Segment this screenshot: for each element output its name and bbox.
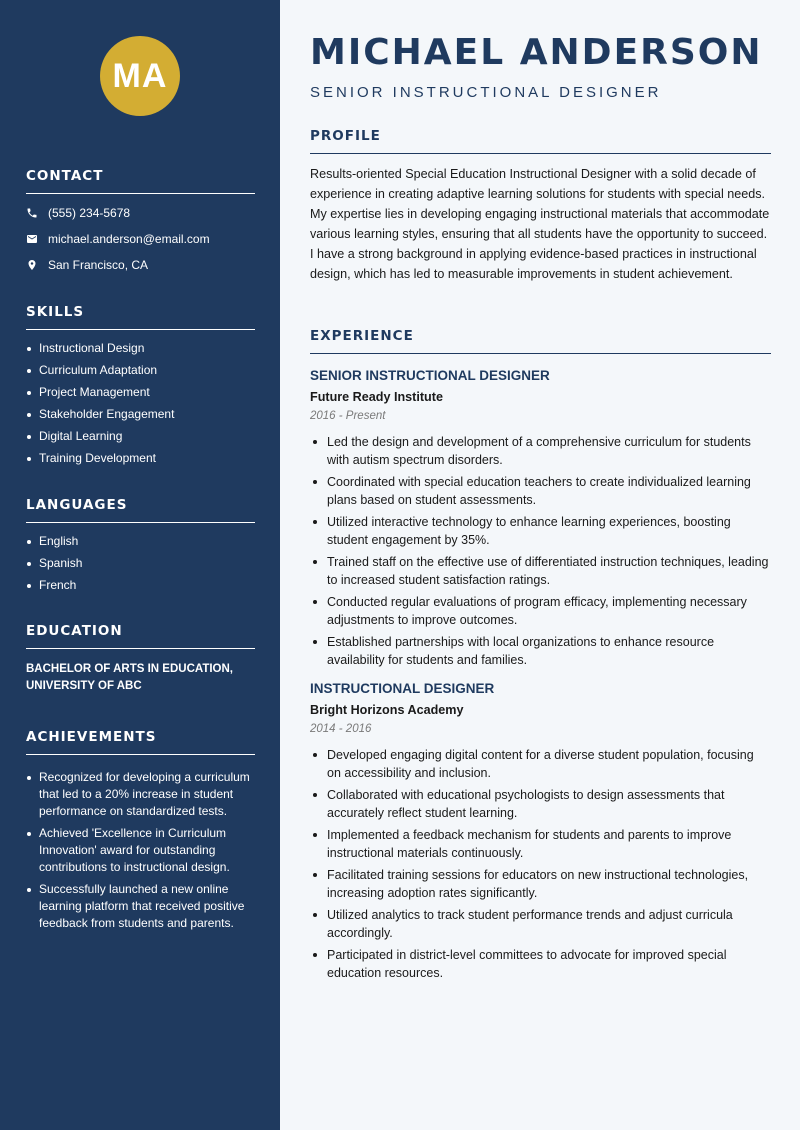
list-item: Implemented a feedback mechanism for students and parents to improve instructional materials continuously.	[310, 826, 771, 862]
list-item: Led the design and development of a comprehensive curriculum for students with autism spectrum disorders.	[310, 433, 771, 469]
job-role: SENIOR INSTRUCTIONAL DESIGNER	[310, 84, 662, 101]
mail-icon	[26, 233, 48, 245]
list-item: Training Development	[26, 450, 255, 467]
experience-section	[310, 328, 771, 986]
profile-title: PROFILE	[310, 128, 771, 154]
education-degree: BACHELOR OF ARTS IN EDUCATION, UNIVERSITY OF ABC	[26, 663, 233, 692]
languages-title: LANGUAGES	[26, 497, 255, 523]
list-item: Project Management	[26, 384, 255, 401]
list-item: Established partnerships with local organizations to enhance resource availability for students and families.	[310, 633, 771, 669]
contact-title: CONTACT	[26, 168, 255, 194]
profile-section	[310, 128, 771, 284]
avatar: MA	[100, 36, 180, 116]
company-name: Bright Horizons Academy	[310, 703, 464, 717]
skills-title: SKILLS	[26, 304, 255, 330]
company-name: Future Ready Institute	[310, 390, 443, 404]
skills-section	[26, 304, 255, 472]
list-item: Conducted regular evaluations of program efficacy, implementing necessary adjustments to improve outcomes.	[310, 593, 771, 629]
languages-list	[26, 533, 255, 594]
phone-text[interactable]: (555) 234-5678	[48, 206, 131, 220]
list-item: Coordinated with special education teachers to create individualized learning plans based on student assessments.	[310, 473, 771, 509]
job-bullets	[310, 433, 771, 669]
list-item: French	[26, 577, 255, 594]
list-item: Achieved 'Excellence in Curriculum Innovation' award for outstanding contributions to instructional design.	[26, 825, 255, 876]
job-dates: 2016 - Present	[310, 410, 386, 422]
list-item: Spanish	[26, 555, 255, 572]
list-item: Instructional Design	[26, 340, 255, 357]
list-item: Collaborated with educational psychologists to design assessments that accurately reflect student learning.	[310, 786, 771, 822]
skills-list	[26, 340, 255, 467]
list-item: Utilized interactive technology to enhance learning experiences, boosting student engagement by 35%.	[310, 513, 771, 549]
list-item: Recognized for developing a curriculum that led to a 20% increase in student performance on standardized tests.	[26, 769, 255, 820]
profile-text: Results-oriented Special Education Instructional Designer with a solid decade of experience in creating adaptive learning solutions for students with special needs. My expertise lies in developing engaging instructional materials that accommodate various learning styles, ensuring that all students have the opportunity to succeed. I have a strong background in applying evidence-based practices in instructional design, which has led to measurable improvements in student achievement.	[310, 167, 770, 281]
sidebar	[0, 0, 280, 1130]
contact-location	[26, 252, 255, 278]
job-title: SENIOR INSTRUCTIONAL DESIGNER	[310, 368, 550, 383]
list-item: Participated in district-level committees to advocate for improved special education resources.	[310, 946, 771, 982]
job-entry	[310, 681, 771, 982]
contact-phone	[26, 200, 255, 226]
education-section	[26, 623, 255, 695]
phone-icon	[26, 207, 48, 219]
list-item: Facilitated training sessions for educators on new instructional technologies, increasing adoption rates significantly.	[310, 866, 771, 902]
achievements-title: ACHIEVEMENTS	[26, 729, 255, 755]
achievements-list	[26, 769, 255, 932]
list-item: Stakeholder Engagement	[26, 406, 255, 423]
list-item: Successfully launched a new online learning platform that received positive feedback from students and parents.	[26, 881, 255, 932]
education-title: EDUCATION	[26, 623, 255, 649]
list-item: Utilized analytics to track student performance trends and adjust curricula accordingly.	[310, 906, 771, 942]
email-text[interactable]: michael.anderson@email.com	[48, 232, 210, 246]
main-content	[280, 0, 800, 1130]
languages-section	[26, 497, 255, 599]
list-item: Developed engaging digital content for a diverse student population, focusing on accessibility and inclusion.	[310, 746, 771, 782]
location-text: San Francisco, CA	[48, 258, 149, 272]
location-pin-icon	[26, 259, 48, 271]
job-entry	[310, 368, 771, 669]
job-bullets	[310, 746, 771, 982]
page-title: MICHAEL ANDERSON	[310, 32, 763, 73]
experience-title: EXPERIENCE	[310, 328, 771, 354]
contact-section	[26, 168, 255, 278]
list-item: Digital Learning	[26, 428, 255, 445]
job-dates: 2014 - 2016	[310, 723, 372, 735]
achievements-section	[26, 729, 255, 937]
job-title: INSTRUCTIONAL DESIGNER	[310, 681, 495, 696]
list-item: Curriculum Adaptation	[26, 362, 255, 379]
list-item: English	[26, 533, 255, 550]
contact-email	[26, 226, 255, 252]
list-item: Trained staff on the effective use of differentiated instruction techniques, leading to increased student satisfaction ratings.	[310, 553, 771, 589]
